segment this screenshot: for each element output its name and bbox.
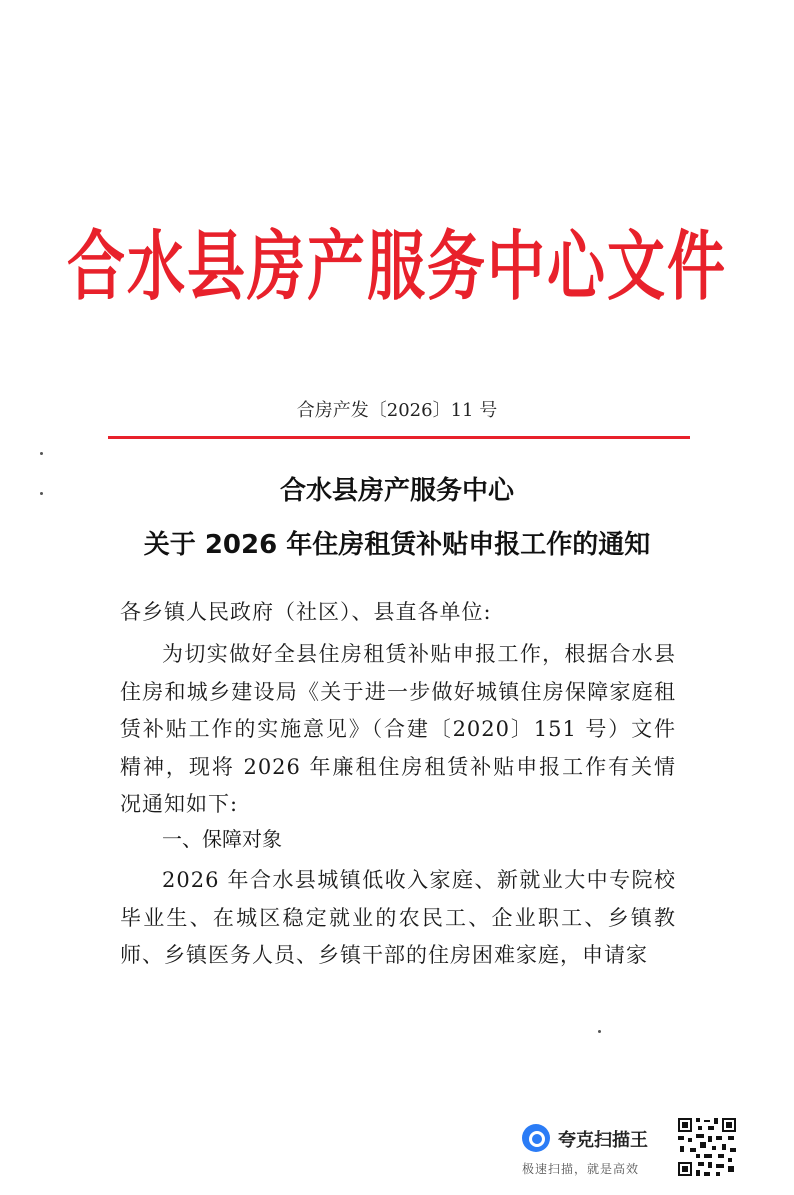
salutation: 各乡镇人民政府（社区）、县直各单位: [120,600,492,624]
paragraph-1: 为切实做好全县住房租赁补贴申报工作，根据合水县住房和城乡建设局《关于进一步做好城镇住房保障家庭租赁补贴工作的实施意见》（合建〔2020〕151 号）文件精神，现将 2026 年廉租住房租赁补贴申报工作有关情况通知如下: [120,642,676,816]
quark-scanner-logo-icon [522,1124,550,1152]
qr-code-icon [676,1116,738,1178]
body-text [120,636,676,824]
document-number: 合房产发〔2026〕11 号 [296,400,498,421]
section-heading-1: 一、保障对象 [162,827,282,851]
notice-title-line2: 关于 2026 年住房租赁补贴申报工作的通知 [143,530,651,560]
scan-speck [598,1030,601,1033]
body-text-2 [120,862,676,975]
scanner-watermark [522,1118,668,1178]
paragraph-2: 2026 年合水县城镇低收入家庭、新就业大中专院校毕业生、在城区稳定就业的农民工、企业职工、乡镇教师、乡镇医务人员、乡镇干部的住房困难家庭，申请家 [120,868,676,967]
notice-title-line1: 合水县房产服务中心 [279,476,514,506]
watermark-app-name: 夸克扫描王 [558,1130,648,1151]
scan-speck [40,452,43,455]
red-divider-line [108,436,690,439]
masthead-title: 合水县房产服务中心文件 [66,222,727,311]
watermark-slogan: 极速扫描，就是高效 [522,1162,640,1176]
